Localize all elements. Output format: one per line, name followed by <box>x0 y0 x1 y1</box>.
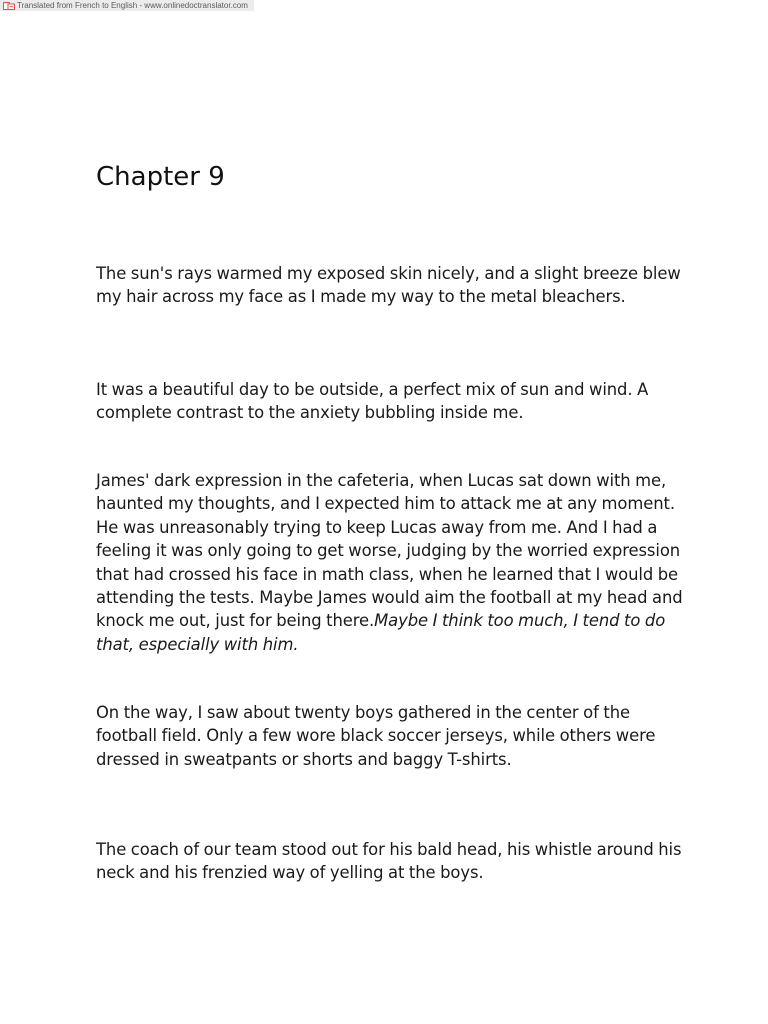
paragraph: The sun's rays warmed my exposed skin nicely, and a slight breeze blew my hair across my face as I made my way to the metal bleachers. <box>96 264 681 307</box>
paragraph-italic-text: Maybe I think too much, I tend to do that, especially with him. <box>96 611 666 654</box>
paragraph: It was a beautiful day to be outside, a perfect mix of sun and wind. A complete contrast to the anxiety bubbling inside me. <box>96 380 649 423</box>
chapter-title: Chapter 9 <box>96 162 225 192</box>
paragraph <box>96 469 686 656</box>
paragraph-text: James' dark expression in the cafeteria, when Lucas sat down with me, haunted my thoughts, and I expected him to attack me at any moment. He was unreasonably trying to keep Lucas away from me. And I had a feeling it was only going to get worse, judging by the worried expression that had crossed his face in math class, when he learned that I would be attending the tests. Maybe James would aim the football at my head and knock me out, just for being there. <box>96 471 683 631</box>
paragraph: On the way, I saw about twenty boys gathered in the center of the football field. Only a few wore black soccer jerseys, while others were dressed in sweatpants or shorts and baggy T-shirts. <box>96 703 656 769</box>
translation-banner[interactable] <box>0 0 254 11</box>
translator-logo-icon <box>3 2 15 10</box>
translation-banner-text: Translated from French to English - www.onlinedoctranslator.com <box>17 1 248 10</box>
paragraph: The coach of our team stood out for his bald head, his whistle around his neck and his frenzied way of yelling at the boys. <box>96 840 682 883</box>
